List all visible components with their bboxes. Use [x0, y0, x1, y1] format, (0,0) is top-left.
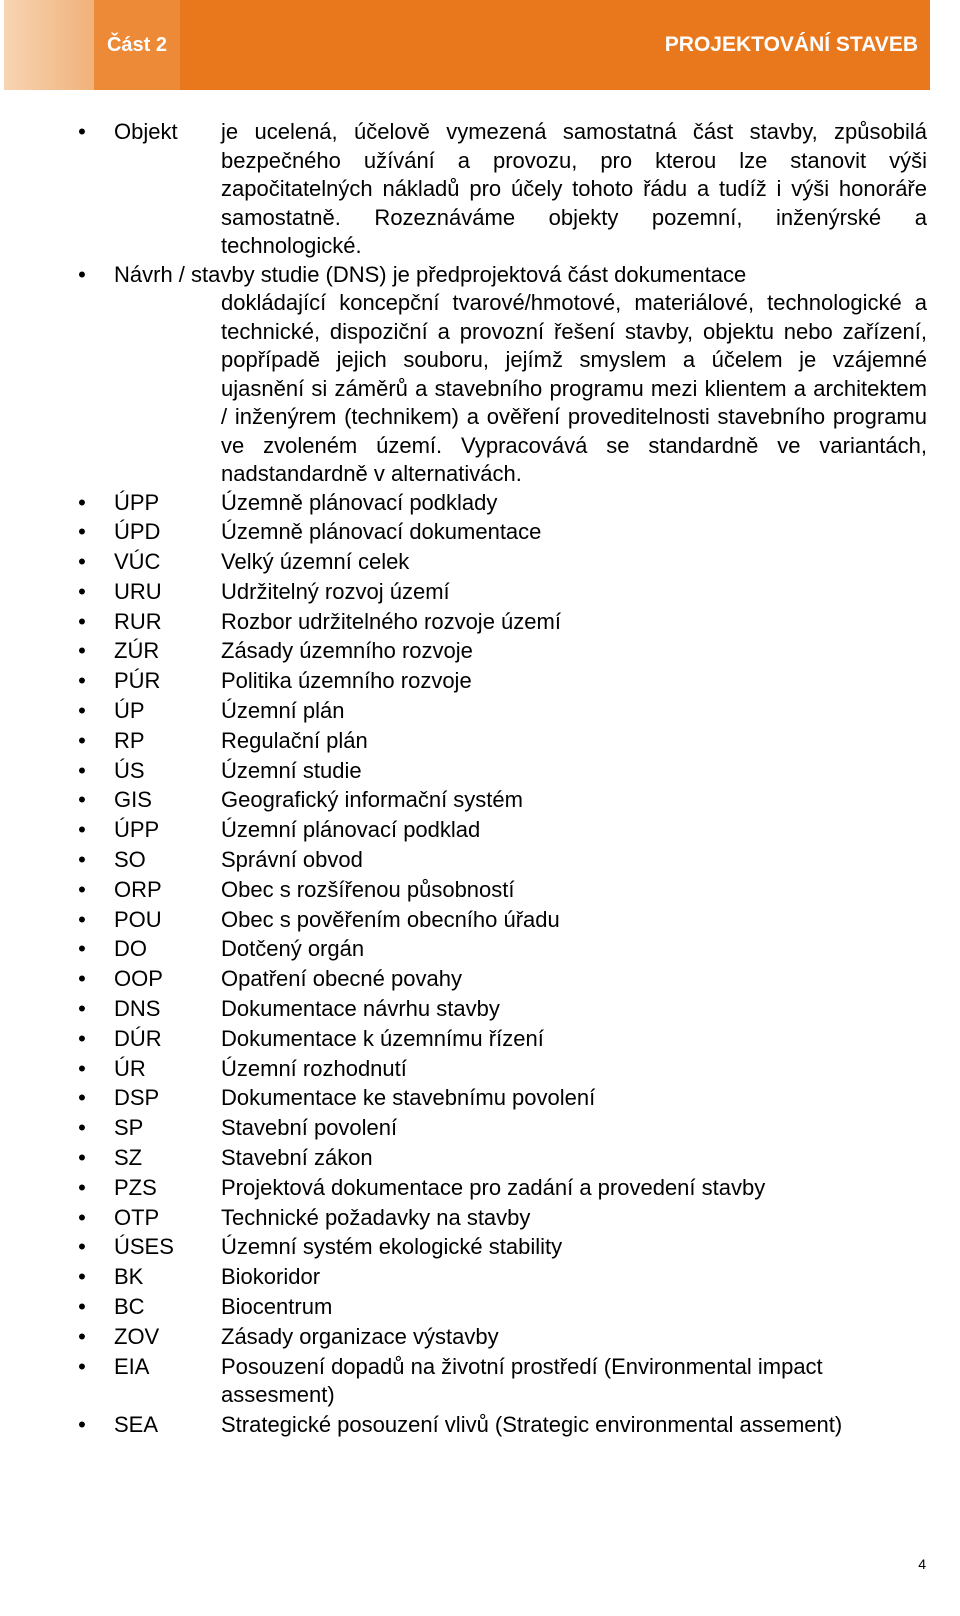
bullet: •	[78, 1411, 86, 1437]
abbreviation-meaning: Územně plánovací podklady	[221, 489, 498, 515]
list-item	[0, 1174, 960, 1204]
abbreviation: DO	[114, 936, 147, 962]
bullet: •	[78, 757, 86, 783]
abbreviation: VÚC	[114, 549, 161, 575]
abbreviation-meaning: Zásady organizace výstavby	[221, 1323, 499, 1349]
abbreviation: ORP	[114, 876, 162, 902]
list-item	[0, 578, 960, 608]
header-decoration	[4, 0, 94, 90]
list-item	[0, 1114, 960, 1144]
bullet: •	[78, 549, 86, 575]
bullet: •	[78, 1264, 86, 1290]
bullet: •	[78, 1115, 86, 1141]
abbreviation: ZOV	[114, 1323, 160, 1349]
list-item	[0, 1233, 960, 1263]
abbreviation-meaning: Technické požadavky na stavby	[221, 1204, 531, 1230]
bullet: •	[78, 936, 86, 962]
abbreviation-meaning: Správní obvod	[221, 847, 363, 873]
bullet: •	[78, 1085, 86, 1111]
abbreviation-meaning: Politika územního rozvoje	[221, 668, 472, 694]
abbreviation-meaning: Dokumentace návrhu stavby	[221, 996, 500, 1022]
bullet: •	[78, 1294, 86, 1320]
list-item	[0, 1084, 960, 1114]
bullet: •	[78, 608, 86, 634]
list-item	[0, 1323, 960, 1353]
abbreviation: OTP	[114, 1204, 160, 1230]
bullet: •	[78, 1174, 86, 1200]
abbreviation-meaning: Územní plán	[221, 698, 345, 724]
bullet: •	[78, 1204, 86, 1230]
abbreviation-meaning: Geografický informační systém	[221, 787, 523, 813]
bullet: •	[78, 787, 86, 813]
list-item	[0, 489, 960, 519]
abbreviation-meaning: Stavební zákon	[221, 1145, 373, 1171]
bullet: •	[78, 698, 86, 724]
list-item	[0, 608, 960, 638]
page-header	[4, 0, 930, 90]
abbreviation: RUR	[114, 608, 162, 634]
list-item	[0, 1025, 960, 1055]
bullet: •	[78, 578, 86, 604]
abbreviation: ÚP	[114, 698, 145, 724]
definition-objekt: je ucelená, účelově vymezená samostatná část stavby, způsobilá bezpečného užívání a provozu, pro kterou lze stanovit výši započitatelných nákladů pro účely tohoto řádu a tudíž i výši honoráře samostatně. Rozeznáváme objekty pozemní, inženýrské a technologické.	[221, 119, 927, 258]
list-item	[0, 727, 960, 757]
list-item	[0, 1204, 960, 1234]
bullet: •	[78, 817, 86, 843]
bullet: •	[78, 906, 86, 932]
bullet: •	[78, 1055, 86, 1081]
abbreviation-list	[0, 489, 960, 1441]
abbreviation: DSP	[114, 1085, 160, 1111]
abbreviation: SO	[114, 847, 146, 873]
abbreviation: BC	[114, 1294, 145, 1320]
list-item	[0, 846, 960, 876]
abbreviation-meaning: Dotčený orgán	[221, 936, 365, 962]
abbreviation: OOP	[114, 966, 163, 992]
abbreviation: URU	[114, 578, 162, 604]
abbreviation-meaning: Projektová dokumentace pro zadání a provedení stavby	[221, 1174, 766, 1200]
definition-navrh: dokládající koncepční tvarové/hmotové, materiálové, technologické a technické, dispoziční a provozní řešení stavby, objektu nebo zařízení, popřípadě jejich souboru, jejímž smyslem a účelem je vzájemné ujasnění si záměrů a stavebního programu mezi klientem a architektem / inženýrem (technikem) a ověření proveditelnosti stavebního programu ve zvoleném území. Vypracovává se standardně ve variantách, nadstandardně v alternativách.	[221, 290, 927, 486]
list-item	[0, 1263, 960, 1293]
abbreviation: SP	[114, 1115, 144, 1141]
document-body	[0, 118, 960, 1440]
abbreviation: RP	[114, 727, 145, 753]
abbreviation: SEA	[114, 1411, 159, 1437]
abbreviation: ZÚR	[114, 638, 160, 664]
abbreviation-meaning: Dokumentace ke stavebnímu povolení	[221, 1085, 596, 1111]
list-item	[0, 697, 960, 727]
abbreviation-meaning: Opatření obecné povahy	[221, 966, 462, 992]
abbreviation: GIS	[114, 787, 152, 813]
abbreviation: DÚR	[114, 1025, 162, 1051]
list-item	[0, 816, 960, 846]
abbreviation: ÚPD	[114, 519, 161, 545]
list-item	[0, 935, 960, 965]
bullet: •	[78, 119, 86, 144]
list-item	[0, 548, 960, 578]
bullet: •	[78, 847, 86, 873]
abbreviation: POU	[114, 906, 162, 932]
bullet: •	[78, 966, 86, 992]
bullet: •	[78, 668, 86, 694]
abbreviation: ÚR	[114, 1055, 146, 1081]
header-part-label: Část 2	[94, 0, 180, 90]
abbreviation: ÚPP	[114, 489, 160, 515]
bullet: •	[78, 1353, 86, 1379]
abbreviation: DNS	[114, 996, 161, 1022]
abbreviation-meaning: Posouzení dopadů na životní prostředí (Environmental impact assesment)	[221, 1353, 823, 1408]
abbreviation-meaning: Velký územní celek	[221, 549, 410, 575]
term-objekt: Objekt	[114, 119, 178, 144]
abbreviation-meaning: Biokoridor	[221, 1264, 321, 1290]
list-item	[0, 637, 960, 667]
bullet: •	[78, 489, 86, 515]
abbreviation-meaning: Územně plánovací dokumentace	[221, 519, 542, 545]
list-item	[0, 965, 960, 995]
bullet: •	[78, 1323, 86, 1349]
abbreviation: PÚR	[114, 668, 161, 694]
list-item	[0, 757, 960, 787]
page-number: 4	[918, 1556, 926, 1572]
bullet: •	[78, 261, 86, 287]
bullet: •	[78, 1234, 86, 1260]
abbreviation-meaning: Územní rozhodnutí	[221, 1055, 407, 1081]
abbreviation-meaning: Územní studie	[221, 757, 362, 783]
abbreviation-meaning: Územní systém ekologické stability	[221, 1234, 563, 1260]
abbreviation: BK	[114, 1264, 144, 1290]
bullet: •	[78, 519, 86, 545]
list-item	[0, 906, 960, 936]
header-title: PROJEKTOVÁNÍ STAVEB	[664, 33, 918, 56]
bullet: •	[78, 1025, 86, 1051]
bullet: •	[78, 727, 86, 753]
abbreviation-meaning: Obec s pověřením obecního úřadu	[221, 906, 560, 932]
bullet: •	[78, 876, 86, 902]
abbreviation: SZ	[114, 1145, 143, 1171]
abbreviation: ÚPP	[114, 817, 160, 843]
list-item	[0, 1144, 960, 1174]
bullet: •	[78, 996, 86, 1022]
abbreviation-meaning: Regulační plán	[221, 727, 368, 753]
list-item	[0, 786, 960, 816]
abbreviation-meaning: Udržitelný rozvoj území	[221, 578, 450, 604]
list-item	[0, 876, 960, 906]
list-item	[0, 1055, 960, 1085]
abbreviation: ÚSES	[114, 1234, 174, 1260]
list-item	[0, 995, 960, 1025]
bullet: •	[78, 638, 86, 664]
list-item	[0, 667, 960, 697]
abbreviation-meaning: Zásady územního rozvoje	[221, 638, 473, 664]
abbreviation-meaning: Obec s rozšířenou působností	[221, 876, 515, 902]
abbreviation: PZS	[114, 1174, 157, 1200]
abbreviation-meaning: Rozbor udržitelného rozvoje území	[221, 608, 561, 634]
list-item	[0, 518, 960, 548]
abbreviation-meaning: Strategické posouzení vlivů (Strategic environmental assement)	[221, 1411, 843, 1437]
list-item	[0, 1293, 960, 1323]
abbreviation: EIA	[114, 1353, 150, 1379]
abbreviation-meaning: Dokumentace k územnímu řízení	[221, 1025, 544, 1051]
abbreviation-meaning: Biocentrum	[221, 1294, 333, 1320]
navrh-first-line: Návrh / stavby studie (DNS) je předprojektová část dokumentace	[114, 261, 747, 287]
list-item-navrh	[0, 261, 960, 489]
abbreviation-meaning: Stavební povolení	[221, 1115, 398, 1141]
list-item	[0, 1411, 960, 1441]
list-item-objekt	[0, 118, 960, 261]
abbreviation: ÚS	[114, 757, 145, 783]
list-item	[0, 1353, 960, 1411]
bullet: •	[78, 1145, 86, 1171]
abbreviation-meaning: Územní plánovací podklad	[221, 817, 481, 843]
